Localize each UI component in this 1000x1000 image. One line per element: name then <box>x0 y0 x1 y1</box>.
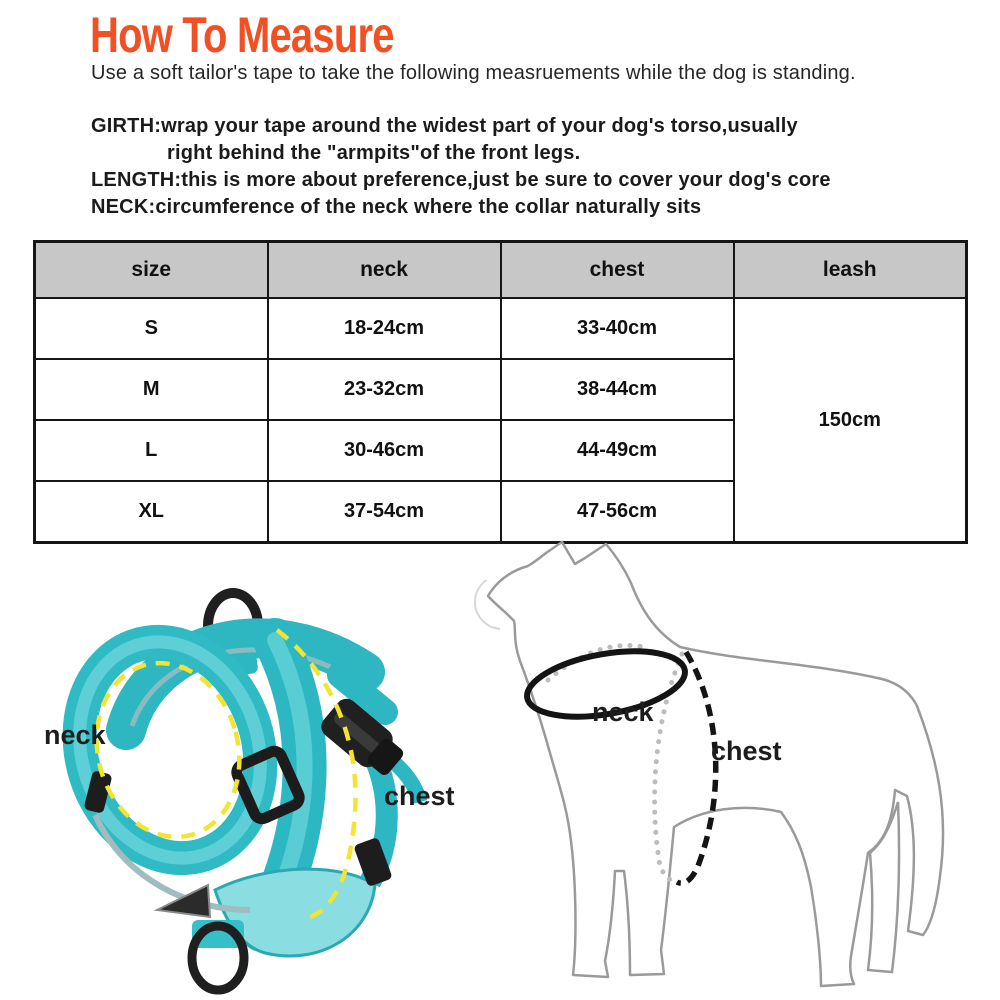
cell-neck: 18-24cm <box>268 298 501 359</box>
dog-neck-label: neck <box>592 697 654 727</box>
cell-chest: 38-44cm <box>501 359 734 420</box>
col-header-chest: chest <box>501 242 734 299</box>
instruction-girth: GIRTH:wrap your tape around the widest part of your dog's torso,usually <box>91 115 798 137</box>
col-header-size: size <box>35 242 268 299</box>
harness-neck-label: neck <box>44 720 106 750</box>
table-row-s <box>35 298 967 359</box>
cell-neck: 37-54cm <box>268 481 501 543</box>
instruction-length: LENGTH:this is more about preference,just be sure to cover your dog's core <box>91 169 831 191</box>
cell-chest: 44-49cm <box>501 420 734 481</box>
size-table-container <box>33 240 968 544</box>
col-header-leash: leash <box>734 242 967 299</box>
cell-size: S <box>35 298 268 359</box>
cell-size: XL <box>35 481 268 543</box>
size-table <box>33 240 968 544</box>
dog-diagram <box>480 540 980 1000</box>
intro-text: Use a soft tailor's tape to take the following measruements while the dog is standing. <box>91 62 856 84</box>
dog-illustration <box>480 540 980 1000</box>
cell-leash: 150cm <box>734 298 967 543</box>
cell-neck: 23-32cm <box>268 359 501 420</box>
table-header-row <box>35 242 967 299</box>
cell-neck: 30-46cm <box>268 420 501 481</box>
harness-photo <box>40 580 500 1000</box>
harness-chest-label: chest <box>384 781 455 811</box>
instruction-girth-continued: right behind the "armpits"of the front legs. <box>167 142 581 164</box>
col-header-neck: neck <box>268 242 501 299</box>
cell-size: M <box>35 359 268 420</box>
cell-chest: 47-56cm <box>501 481 734 543</box>
cell-chest: 33-40cm <box>501 298 734 359</box>
page-title: How To Measure <box>90 7 394 63</box>
dog-chest-label: chest <box>711 736 782 766</box>
cell-size: L <box>35 420 268 481</box>
measuring-instructions <box>91 113 831 221</box>
instruction-neck: NECK:circumference of the neck where the collar naturally sits <box>91 196 702 218</box>
